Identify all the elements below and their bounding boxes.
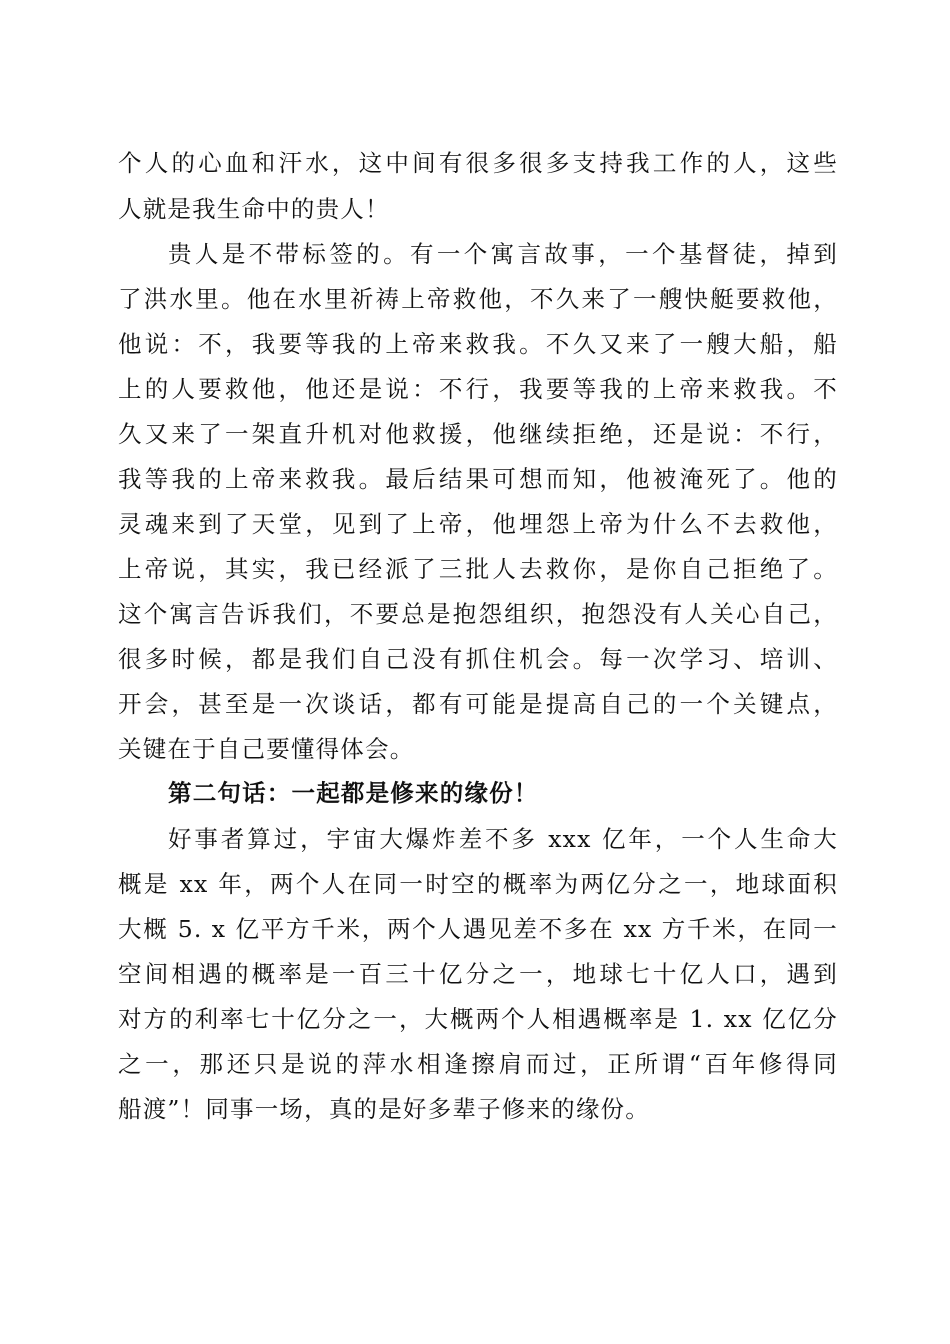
text-line: 久又来了一架直升机对他救援，他继续拒绝，还是说：不行，: [118, 420, 838, 448]
text-line: 了洪水里。他在水里祈祷上帝救他，不久来了一艘快艇要救他，: [118, 285, 838, 313]
text-line: 空间相遇的概率是一百三十亿分之一，地球七十亿人口，遇到: [118, 960, 838, 988]
text-line: 概是 xx 年，两个人在同一时空的概率为两亿分之一，地球面积: [118, 870, 838, 898]
text-line: 开会，甚至是一次谈话，都有可能是提高自己的一个关键点，: [118, 690, 838, 718]
text-line: 对方的利率七十亿分之一，大概两个人相遇概率是 1. xx 亿亿分: [118, 1005, 838, 1033]
text-line: 他说：不，我要等我的上帝来救我。不久又来了一艘大船，船: [118, 330, 838, 358]
text-line: 好事者算过，宇宙大爆炸差不多 xxx 亿年，一个人生命大: [168, 825, 838, 853]
text-line: 船渡”！同事一场，真的是好多辈子修来的缘份。: [118, 1095, 650, 1123]
text-line: 上帝说，其实，我已经派了三批人去救你，是你自己拒绝了。: [118, 555, 838, 583]
text-line: 我等我的上帝来救我。最后结果可想而知，他被淹死了。他的: [118, 465, 838, 493]
section-heading: 第二句话：一起都是修来的缘份！: [168, 779, 539, 807]
text-line: 大概 5. x 亿平方千米，两个人遇见差不多在 xx 方千米，在同一: [118, 915, 838, 943]
text-line: 个人的心血和汗水，这中间有很多很多支持我工作的人，这些: [118, 149, 838, 177]
text-line: 很多时候，都是我们自己没有抓住机会。每一次学习、培训、: [118, 645, 838, 673]
text-line: 灵魂来到了天堂，见到了上帝，他埋怨上帝为什么不去救他，: [118, 510, 838, 538]
text-line: 上的人要救他，他还是说：不行，我要等我的上帝来救我。不: [118, 375, 838, 403]
text-line: 人就是我生命中的贵人！: [118, 195, 390, 223]
text-line: 关键在于自己要懂得体会。: [118, 735, 415, 763]
text-line: 贵人是不带标签的。有一个寓言故事，一个基督徒，掉到: [168, 240, 838, 268]
text-line: 之一，那还只是说的萍水相逢擦肩而过，正所谓“百年修得同: [118, 1050, 838, 1078]
text-line: 这个寓言告诉我们，不要总是抱怨组织，抱怨没有人关心自己，: [118, 600, 838, 628]
